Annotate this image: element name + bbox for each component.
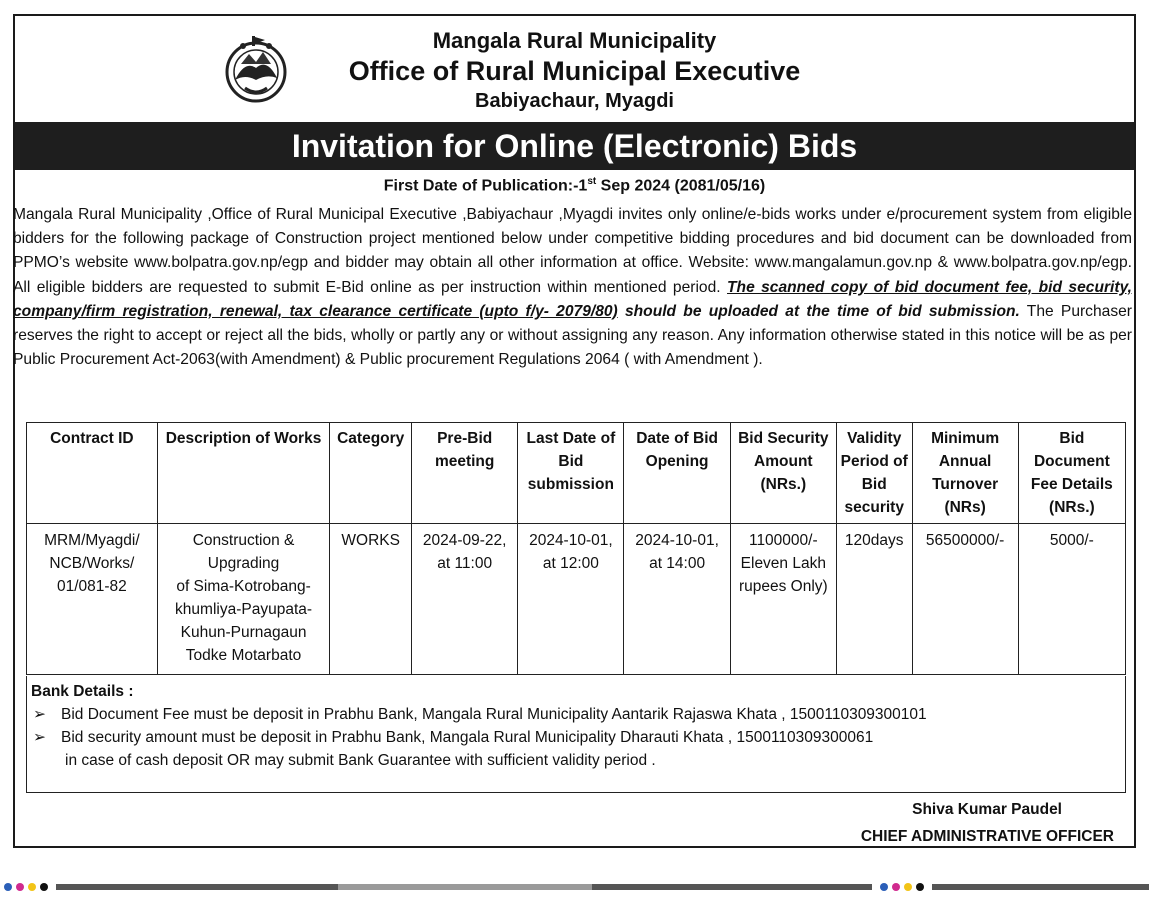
col-security: Bid Security Amount (NRs.) xyxy=(730,423,836,524)
notice-frame xyxy=(13,14,1136,848)
footer-dot-yellow xyxy=(904,883,912,891)
publication-date-suffix: st xyxy=(587,176,597,187)
notice-paragraph xyxy=(13,203,1134,372)
col-contract-id: Contract ID xyxy=(27,423,158,524)
cell-description-line-2: of Sima-Kotrobang-khumliya-Payupata-Kuhun-Purnagaun Todke Motarbato xyxy=(175,578,313,664)
col-pre-bid: Pre-Bid meeting xyxy=(412,423,518,524)
col-validity: Validity Period of Bid security xyxy=(836,423,912,524)
publication-date-label: First Date of Publication:-1 xyxy=(383,177,588,195)
footer-dot-black xyxy=(40,883,48,891)
paragraph-emphasis-underlined: The scanned copy of bid document fee, bid security, company/firm registration, renewal, tax clearance certificate (upto f/y- 2079/80) xyxy=(13,278,1132,320)
table-header-row xyxy=(27,423,1126,524)
cell-fee: 5000/- xyxy=(1018,524,1125,675)
footer-bar xyxy=(56,884,338,890)
cell-opening: 2024-10-01, at 14:00 xyxy=(624,524,730,675)
footer-decoration xyxy=(0,879,1149,895)
cell-security: 1100000/- Eleven Lakh rupees Only) xyxy=(730,524,836,675)
bank-item-continuation: in case of cash deposit OR may submit Bank Guarantee with sufficient validity period . xyxy=(65,752,656,769)
table-row xyxy=(27,524,1126,675)
cell-validity: 120days xyxy=(836,524,912,675)
paragraph-closing: The Purchaser reserves the right to accept or reject all the bids, wholly or partly any or without assigning any reason. Any information otherwise stated in this notice will be as per Public Procurement Act-2063(with Amendment) & Public procurement Regulations 2064 ( with Amendment ). xyxy=(13,302,1132,369)
footer-bar xyxy=(932,884,1149,890)
publication-date xyxy=(15,176,1134,195)
letterhead xyxy=(15,16,1134,121)
bank-item xyxy=(31,703,1121,726)
footer-dot-black xyxy=(916,883,924,891)
bid-table xyxy=(26,422,1126,675)
office-location: Babiyachaur, Myagdi xyxy=(475,90,674,112)
paragraph-emphasis-plain: should be uploaded at the time of bid submission. xyxy=(617,302,1020,320)
col-description: Description of Works xyxy=(157,423,330,524)
arrow-bullet-icon: ➢ xyxy=(33,706,46,723)
col-turnover: Minimum Annual Turnover (NRs) xyxy=(912,423,1018,524)
notice-body xyxy=(15,203,1134,372)
col-fee: Bid Document Fee Details (NRs.) xyxy=(1018,423,1125,524)
footer-bar xyxy=(338,884,592,890)
footer-dot-yellow xyxy=(28,883,36,891)
cell-pre-bid: 2024-09-22, at 11:00 xyxy=(412,524,518,675)
cell-description-line-1: Construction & Upgrading xyxy=(192,532,295,572)
bank-item-text: Bid security amount must be deposit in Prabhu Bank, Mangala Rural Municipality Dharauti Khata , 1500110309300061 xyxy=(61,729,874,746)
footer-dot-magenta xyxy=(16,883,24,891)
office-name: Office of Rural Municipal Executive xyxy=(348,56,801,86)
footer-bar xyxy=(592,884,872,890)
bank-details xyxy=(26,676,1126,793)
col-opening: Date of Bid Opening xyxy=(624,423,730,524)
bank-item xyxy=(31,726,1121,749)
cell-description xyxy=(157,524,330,675)
bank-details-title: Bank Details : xyxy=(31,683,134,700)
cell-turnover: 56500000/- xyxy=(912,524,1018,675)
footer-dot-blue xyxy=(4,883,12,891)
municipality-name: Mangala Rural Municipality xyxy=(432,28,717,53)
cell-category: WORKS xyxy=(330,524,412,675)
arrow-bullet-icon: ➢ xyxy=(33,729,46,746)
cell-last-date: 2024-10-01, at 12:00 xyxy=(518,524,624,675)
col-last-date: Last Date of Bid submission xyxy=(518,423,624,524)
cell-contract-id: MRM/Myagdi/ NCB/Works/ 01/081-82 xyxy=(27,524,158,675)
signatory-name: Shiva Kumar Paudel xyxy=(912,801,1062,818)
col-category: Category xyxy=(330,423,412,524)
bank-item-text: Bid Document Fee must be deposit in Prabhu Bank, Mangala Rural Municipality Aantarik Rajaswa Khata , 1500110309300101 xyxy=(61,706,927,723)
notice-title: Invitation for Online (Electronic) Bids xyxy=(15,122,1134,170)
footer-dot-magenta xyxy=(892,883,900,891)
publication-date-value: Sep 2024 (2081/05/16) xyxy=(596,177,766,195)
footer-dot-blue xyxy=(880,883,888,891)
signatory-title: CHIEF ADMINISTRATIVE OFFICER xyxy=(860,828,1114,845)
paragraph-intro: Mangala Rural Municipality ,Office of Rural Municipal Executive ,Babiyachaur ,Myagdi invites only online/e-bids works under e/procurement system from eligible bidders for the following package of Construction project mentioned below under competitive bidding procedures and bid document can be downloaded from PPMO’s website www.bolpatra.gov.np/egp and bidder may obtain all other information at office. Website: www.mangalamun.gov.np & www.bolpatra.gov.np/egp. All eligible bidders are requested to submit E-Bid online as per instruction within mentioned period. xyxy=(13,206,1132,296)
